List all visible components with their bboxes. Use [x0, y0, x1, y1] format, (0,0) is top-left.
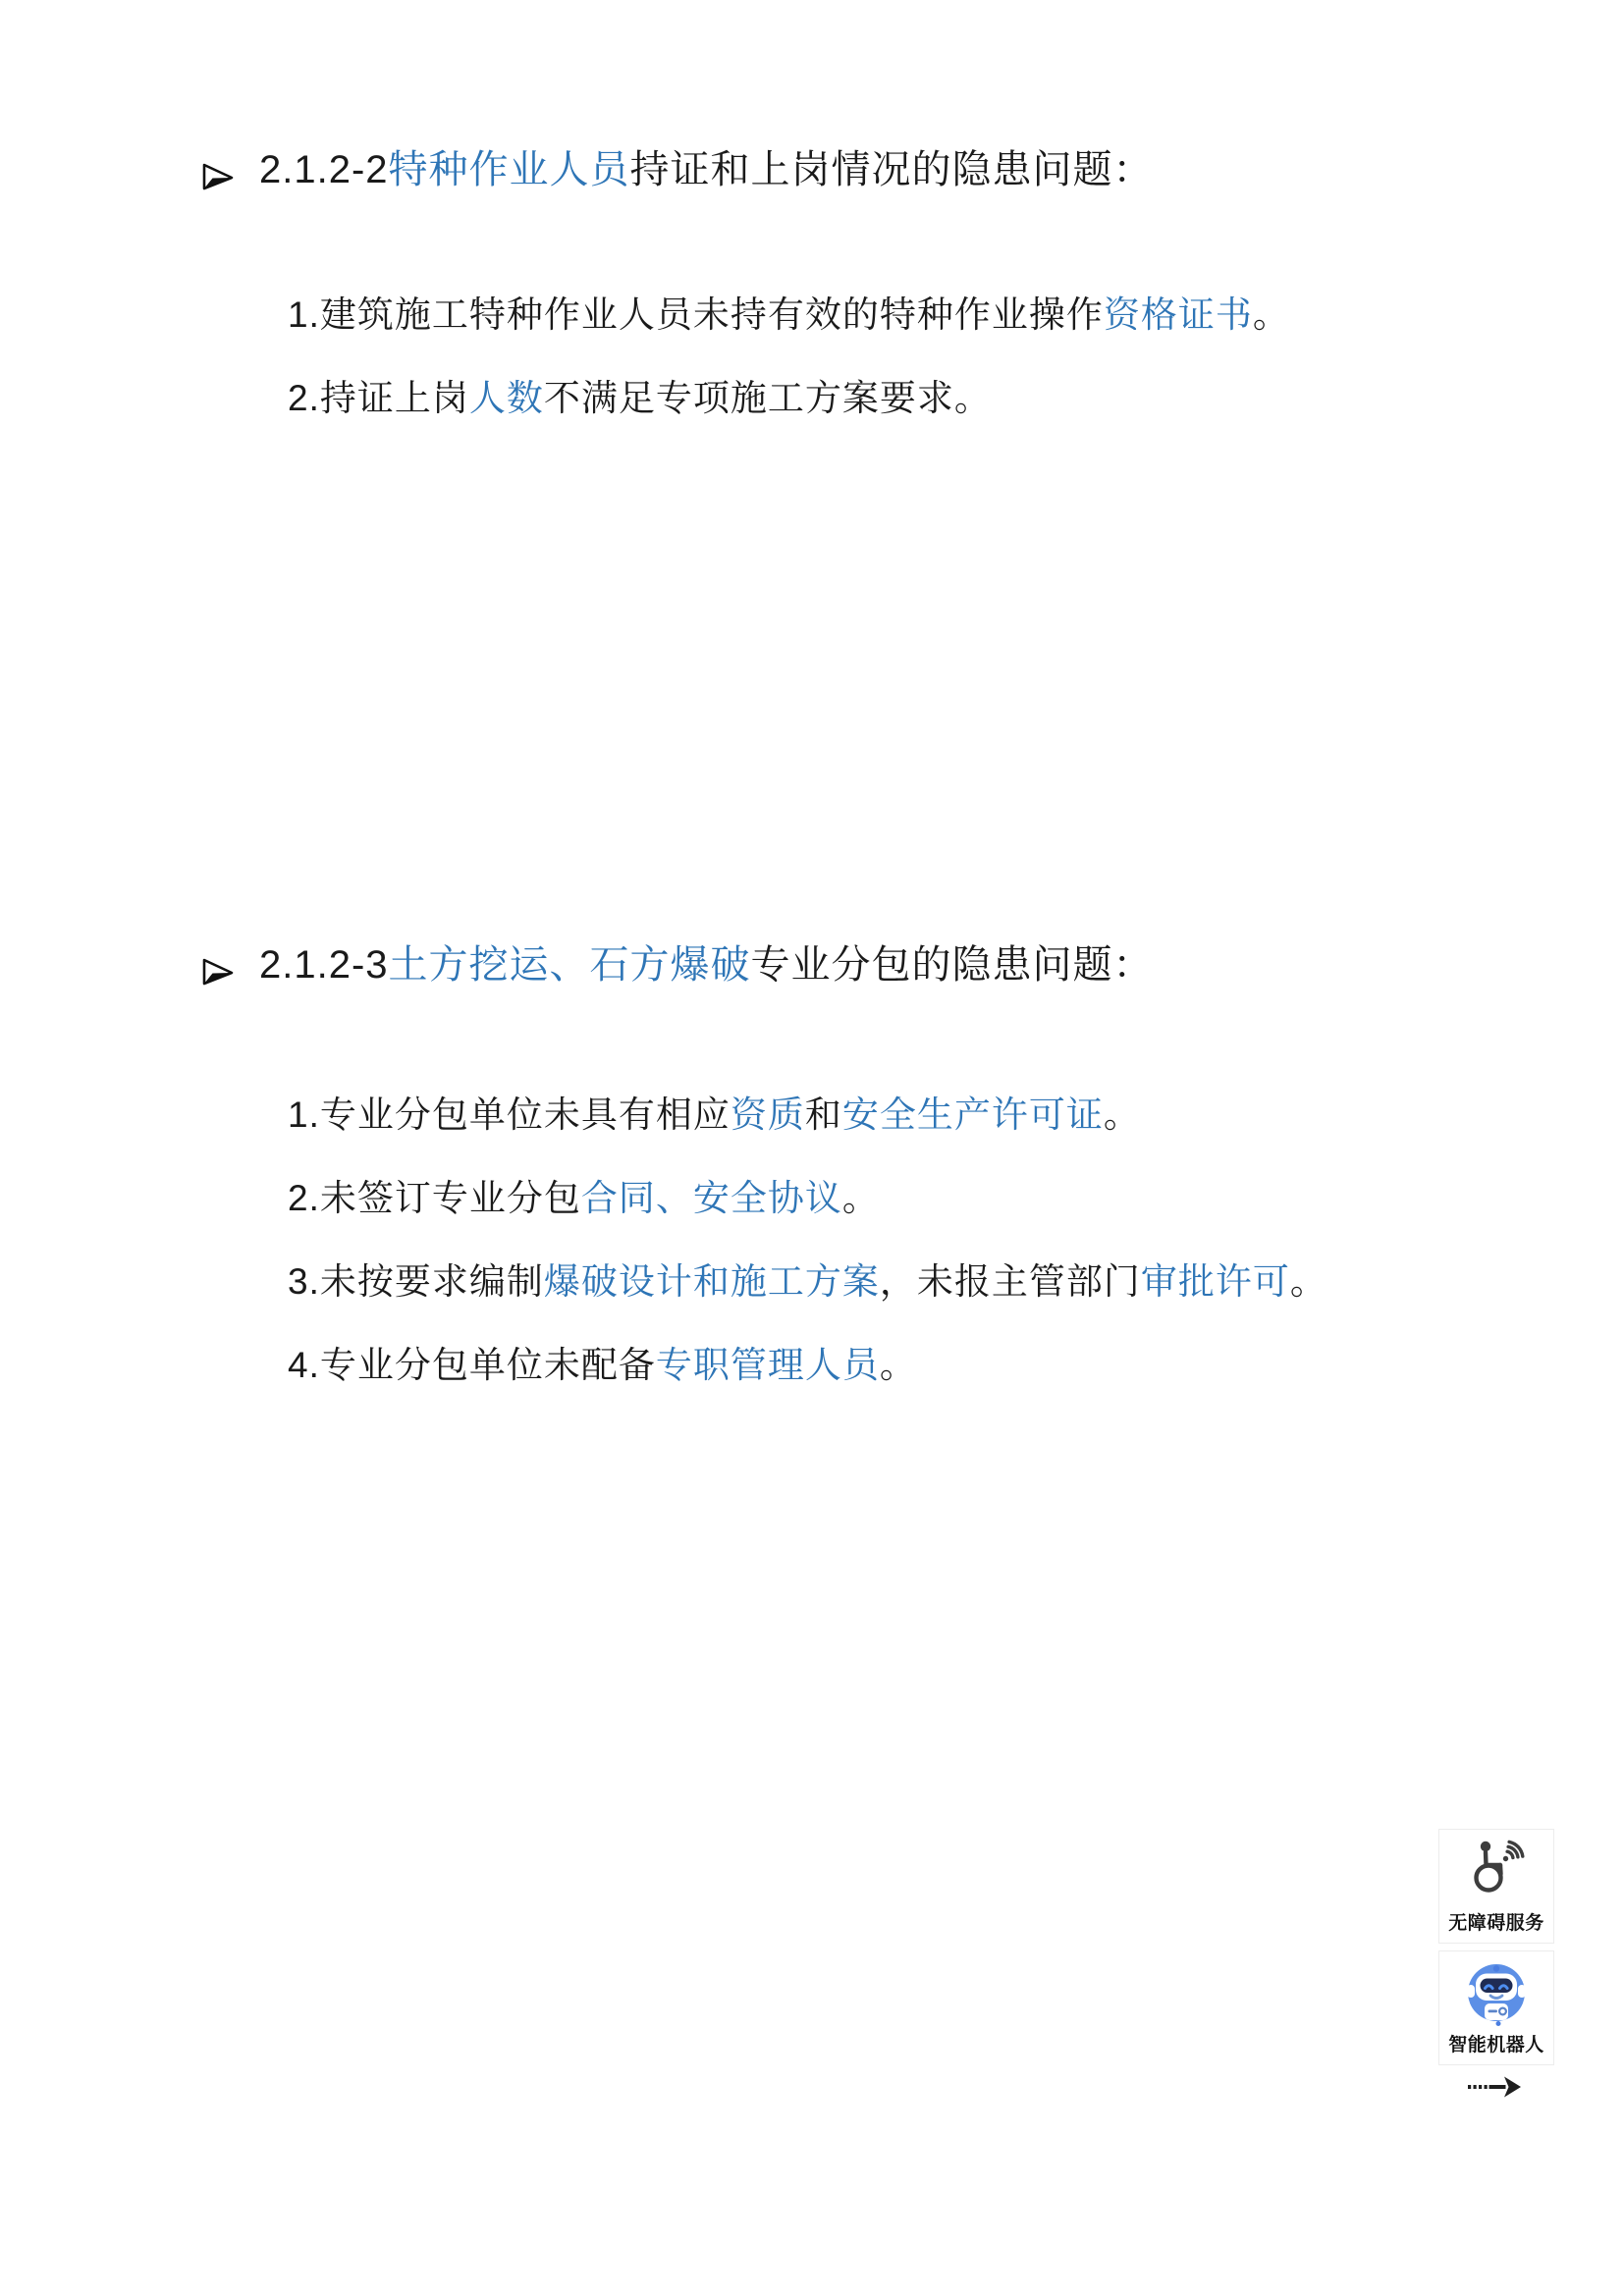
text-segment: 2.1.2-3 [259, 943, 389, 987]
section-heading-text [259, 145, 1154, 194]
text-segment: 。 [1289, 1261, 1327, 1302]
text-segment: 2.持证上岗 [288, 378, 469, 418]
text-segment: 。 [1103, 1095, 1141, 1135]
arrow-bullet-icon [200, 940, 236, 998]
text-segment: 不满足专项施工方案要求。 [543, 378, 992, 418]
text-segment: 1.建筑施工特种作业人员未持有效的特种作业操作 [288, 294, 1104, 335]
wheelchair-wifi-icon [1439, 1836, 1553, 1898]
arrow-bullet-icon [200, 145, 236, 203]
intelligent-robot-button[interactable] [1438, 1950, 1554, 2065]
accessibility-service-button[interactable] [1438, 1829, 1554, 1944]
section-heading-text [259, 940, 1154, 989]
text-segment: ，未报主管部门 [879, 1261, 1141, 1302]
dashed-right-arrow-icon [1468, 2074, 1523, 2105]
hazard-item [288, 1093, 1141, 1138]
robot-icon [1439, 1957, 1553, 2032]
text-segment: 。 [1252, 294, 1290, 335]
text-segment: 合同、安全协议 [580, 1178, 842, 1218]
hazard-item [288, 376, 992, 421]
text-segment: 和 [804, 1095, 842, 1135]
text-segment: 4.专业分包单位未配备 [288, 1345, 656, 1385]
text-segment: 。 [841, 1178, 880, 1218]
text-segment: 专业分包的隐患问题： [750, 943, 1154, 987]
hazard-item [288, 1176, 880, 1221]
text-segment: 2.1.2-2 [259, 148, 389, 191]
text-segment: 专职管理人员 [655, 1345, 880, 1385]
text-segment: 持证和上岗情况的隐患问题： [629, 148, 1154, 191]
text-segment: 资质 [730, 1095, 805, 1135]
text-segment: 1.专业分包单位未具有相应 [288, 1095, 731, 1135]
accessibility-service-label: 无障碍服务 [1448, 1913, 1544, 1934]
hazard-item [288, 293, 1290, 338]
text-segment: 资格证书 [1103, 294, 1253, 335]
text-segment: 土方挖运、石方爆破 [388, 943, 751, 987]
text-segment: 3.未按要求编制 [288, 1261, 544, 1302]
text-segment: 。 [879, 1345, 917, 1385]
text-segment: 审批许可 [1140, 1261, 1290, 1302]
hazard-item [288, 1259, 1327, 1305]
intelligent-robot-label: 智能机器人 [1448, 2035, 1544, 2056]
text-segment: 2.未签订专业分包 [288, 1178, 581, 1218]
text-segment: 爆破设计和施工方案 [543, 1261, 880, 1302]
next-page-arrow-button[interactable] [1467, 2073, 1524, 2105]
hazard-item [288, 1343, 917, 1388]
text-segment: 安全生产许可证 [841, 1095, 1104, 1135]
section-heading [200, 145, 1154, 203]
text-segment: 特种作业人员 [388, 148, 630, 191]
text-segment: 人数 [468, 378, 544, 418]
section-heading [200, 940, 1154, 998]
